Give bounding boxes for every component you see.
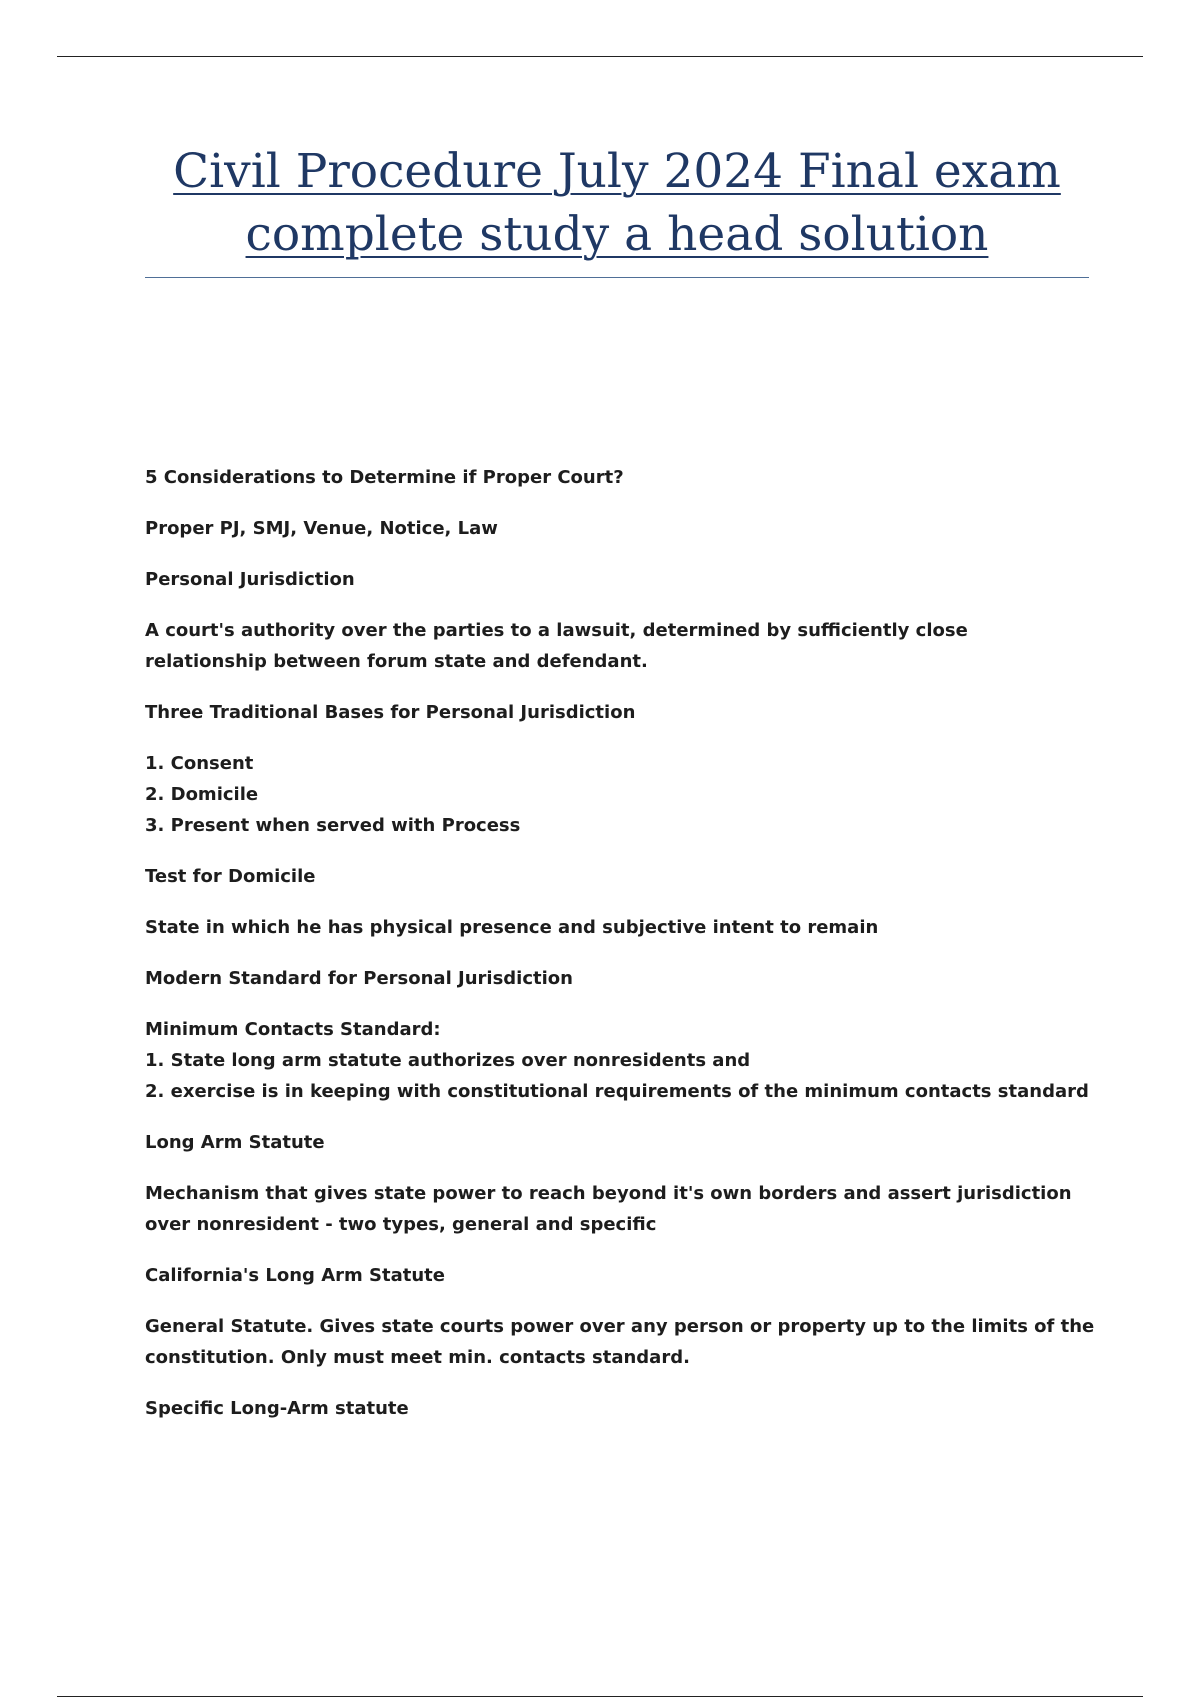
question-text: California's Long Arm Statute — [145, 1265, 445, 1286]
list-item: 2. Domicile — [145, 784, 259, 805]
answer-text: Proper PJ, SMJ, Venue, Notice, Law — [145, 518, 498, 539]
paragraph — [145, 912, 1095, 943]
question-text: Three Traditional Bases for Personal Jurisdiction — [145, 702, 636, 723]
paragraph — [145, 1393, 1095, 1424]
page-title — [145, 140, 1089, 266]
title-block — [145, 140, 1089, 266]
answer-text: General Statute. Gives state courts power over any person or property up to the limits of the constitution. Only must meet min. contacts standard. — [145, 1316, 1095, 1368]
list-item: 1. Consent — [145, 753, 254, 774]
question-text: Long Arm Statute — [145, 1132, 325, 1153]
paragraph — [145, 861, 1095, 892]
title-divider — [145, 277, 1089, 278]
question-text: Modern Standard for Personal Jurisdiction — [145, 968, 573, 989]
answer-list — [145, 748, 1095, 841]
page-top-rule — [57, 56, 1143, 57]
list-item: Minimum Contacts Standard: — [145, 1019, 441, 1040]
paragraph — [145, 963, 1095, 994]
answer-list — [145, 1014, 1095, 1107]
answer-text: A court's authority over the parties to a lawsuit, determined by sufficiently close relationship between forum state and defendant. — [145, 620, 968, 672]
question-text: 5 Considerations to Determine if Proper Court? — [145, 467, 624, 488]
paragraph — [145, 462, 1095, 493]
answer-text: Mechanism that gives state power to reach beyond it's own borders and assert jurisdiction over nonresident - two types, general and specific — [145, 1183, 1072, 1235]
paragraph — [145, 1127, 1095, 1158]
question-text: Specific Long-Arm statute — [145, 1398, 409, 1419]
paragraph — [145, 1260, 1095, 1291]
question-text: Personal Jurisdiction — [145, 569, 355, 590]
paragraph — [145, 1178, 1095, 1240]
answer-text: State in which he has physical presence and subjective intent to remain — [145, 917, 879, 938]
page-bottom-rule — [57, 1696, 1143, 1697]
paragraph — [145, 748, 1095, 841]
list-item: 1. State long arm statute authorizes over nonresidents and — [145, 1050, 751, 1071]
paragraph — [145, 697, 1095, 728]
paragraph — [145, 615, 1095, 677]
title-line-2: complete study a head solution — [245, 207, 989, 262]
list-item: 2. exercise is in keeping with constitutional requirements of the minimum contacts standard — [145, 1081, 1089, 1102]
paragraph — [145, 513, 1095, 544]
title-line-1: Civil Procedure July 2024 Final exam — [173, 144, 1061, 199]
study-content — [145, 462, 1095, 1444]
paragraph — [145, 1311, 1095, 1373]
paragraph — [145, 564, 1095, 595]
question-text: Test for Domicile — [145, 866, 316, 887]
paragraph — [145, 1014, 1095, 1107]
list-item: 3. Present when served with Process — [145, 815, 521, 836]
